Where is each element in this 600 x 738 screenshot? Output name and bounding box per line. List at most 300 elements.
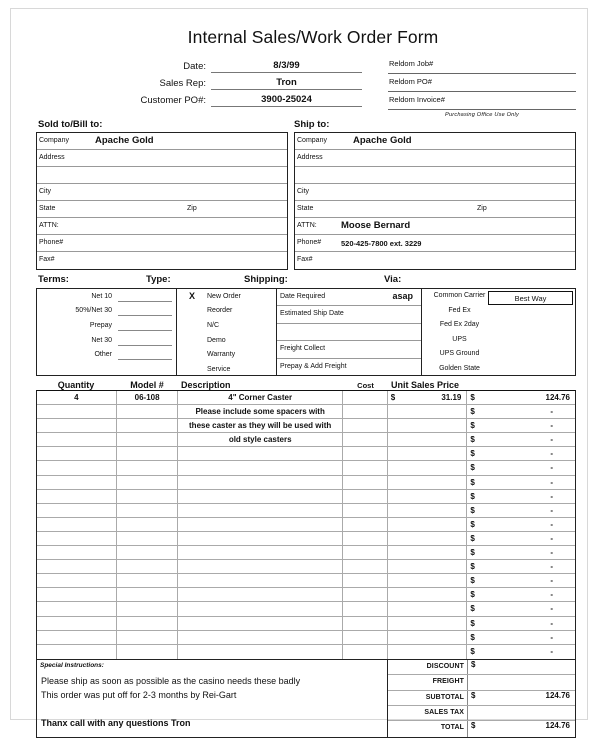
address-row[interactable] [37,252,287,269]
address-row[interactable] [295,133,575,150]
totals-row [388,691,575,706]
currency-symbol: $ [470,421,475,431]
shipping-row-label: Prepay & Add Freight [280,362,347,370]
cell-model [117,631,179,644]
address-row-value: Apache Gold [353,135,412,146]
address-row-label: City [39,188,52,195]
special-instructions-line-1: Please ship as soon as possible as the casino needs these badly [41,675,301,686]
cell-extended-price [467,476,575,489]
cell-model: 06-108 [117,391,179,404]
extended-price-value: - [550,491,553,501]
cell-model [117,602,179,615]
cell-model [117,419,179,432]
cell-cost [343,476,388,489]
type-option[interactable] [177,347,276,362]
type-option-label: Warranty [207,351,236,359]
cell-extended-price [467,447,575,460]
table-row[interactable] [37,602,575,616]
header-right-field[interactable]: Reldom Invoice# [388,92,576,110]
address-row[interactable] [295,235,575,252]
cell-unit-price [388,461,468,474]
address-row[interactable] [37,167,287,184]
type-option-label: Reorder [207,307,233,315]
cell-cost [343,447,388,460]
table-row[interactable] [37,645,575,659]
header-field-value[interactable]: 8/3/99 [211,59,362,73]
best-way-box[interactable]: Best Way [488,291,573,305]
cell-quantity [37,419,117,432]
via-column [422,289,575,375]
cell-description: Please include some spacers with [178,405,342,418]
type-option[interactable] [177,333,276,348]
totals-row-label: SUBTOTAL [388,691,468,705]
table-row[interactable] [37,518,575,532]
terms-option-line[interactable] [118,291,172,302]
totals-row-value[interactable] [468,675,575,689]
cell-unit-price [388,490,468,503]
zip-label: Zip [187,205,197,212]
shipping-row[interactable] [277,306,421,323]
cell-description: old style casters [178,433,342,446]
header-field-label: Sales Rep: [159,78,206,89]
terms-option-line[interactable] [118,320,172,331]
cell-unit-price [388,405,468,418]
cell-extended-price [467,574,575,587]
currency-symbol: $ [470,463,475,473]
cell-description [178,518,342,531]
totals-amount: 124.76 [545,721,570,731]
form-page [10,8,588,732]
cell-extended-price [467,405,575,418]
totals-amount: 124.76 [545,690,570,700]
via-option[interactable]: Common Carrier [433,292,486,299]
address-row[interactable] [295,201,575,218]
shipping-row-label: Estimated Ship Date [280,310,344,318]
currency-symbol: $ [470,590,475,600]
cell-unit-price [388,419,468,432]
address-row-label: Phone# [39,239,64,246]
cell-unit-price [388,447,468,460]
via-option[interactable]: Fed Ex 2day [439,321,480,329]
shipping-row-label: Freight Collect [280,345,326,353]
cell-quantity [37,504,117,517]
currency-symbol: $ [470,393,475,402]
cell-cost [343,645,388,659]
special-instructions-line-3: Thanx call with any questions Tron [41,717,191,728]
terms-option[interactable] [37,318,176,333]
cell-quantity [37,645,117,659]
shipping-row[interactable] [277,324,421,341]
cell-description [178,461,342,474]
cell-quantity [37,631,117,644]
cell-description: 4" Corner Caster [178,391,342,404]
cell-quantity [37,490,117,503]
via-option[interactable]: UPS [452,335,467,343]
cell-quantity [37,546,117,559]
col-header-description: Description [181,380,231,390]
extended-price-value: - [550,632,553,642]
cell-cost [343,532,388,545]
cell-description: these caster as they will be used with [178,419,342,432]
cell-model [117,532,179,545]
cell-description [178,645,342,659]
currency-symbol: $ [470,646,475,656]
ship-to-box [294,132,576,270]
table-row[interactable] [37,532,575,546]
cell-cost [343,504,388,517]
totals-row [388,675,575,690]
cell-extended-price [467,504,575,517]
cell-unit-price [388,588,468,601]
currency-symbol: $ [470,435,475,445]
address-row[interactable] [37,201,287,218]
address-row-label: Fax# [39,256,55,263]
type-column [177,289,277,375]
table-row[interactable] [37,504,575,518]
address-row-label: State [297,205,314,212]
cell-extended-price [467,433,575,446]
address-blocks [36,132,576,270]
terms-option[interactable] [37,289,176,304]
address-row[interactable] [37,184,287,201]
currency-symbol: $ [470,533,475,543]
cell-unit-price [388,532,468,545]
header-field-value[interactable]: 3900-25024 [211,93,362,107]
shipping-row-value: asap [392,291,413,301]
address-row[interactable] [295,167,575,184]
ship-to-title: Ship to: [294,119,330,130]
cell-description [178,617,342,630]
cell-quantity [37,433,117,446]
col-header-quantity: Quantity [57,380,95,390]
address-row-label: Phone# [297,239,322,246]
items-table-header [36,376,576,390]
terms-option[interactable] [37,333,176,348]
cell-model [117,433,179,446]
cell-quantity [37,617,117,630]
table-row[interactable] [37,391,575,405]
header-fields [36,56,576,118]
cell-description [178,574,342,587]
cell-model [117,490,179,503]
shipping-row-label: Date Required [280,293,326,300]
address-row[interactable] [37,218,287,235]
cell-quantity: 4 [37,391,117,404]
table-row[interactable] [37,588,575,602]
col-header-unit-price: Unit Sales Price [391,380,460,390]
address-row-label: Address [297,154,323,161]
table-row[interactable] [37,405,575,419]
extended-price-value: - [550,519,553,529]
cell-description [178,546,342,559]
terms-option-line[interactable] [118,335,172,346]
terms-option-label: Other [94,351,112,359]
zip-label: Zip [477,205,487,212]
cell-model [117,645,179,659]
totals-row-value[interactable] [468,691,575,705]
cell-extended-price [467,391,575,404]
extended-price-value: 124.76 [545,393,570,402]
cell-unit-price [388,476,468,489]
cell-model [117,461,179,474]
address-row[interactable] [37,133,287,150]
terms-option-line[interactable] [118,305,172,316]
cell-unit-price [388,391,468,404]
terms-option-label: Prepay [89,321,112,329]
cell-description [178,504,342,517]
terms-option-label: 50%/Net 30 [75,307,112,315]
type-option[interactable] [177,304,276,319]
extended-price-value: - [550,449,553,459]
cell-cost [343,419,388,432]
currency-symbol: $ [470,604,475,614]
type-option-label: Service [207,365,231,373]
table-row[interactable] [37,447,575,461]
table-row[interactable] [37,560,575,574]
currency-symbol: $ [470,491,475,501]
cell-model [117,560,179,573]
currency-symbol: $ [471,659,476,669]
currency-symbol: $ [470,576,475,586]
cell-quantity [37,518,117,531]
cell-unit-price [388,504,468,517]
header-right-field[interactable]: Reldom Job# [388,56,576,74]
address-row[interactable] [295,150,575,167]
totals-row-value[interactable] [468,721,575,736]
cell-cost [343,617,388,630]
bottom-section [36,660,576,738]
table-row[interactable] [37,574,575,588]
extended-price-value: - [550,576,553,586]
cell-unit-price [388,631,468,644]
cell-cost [343,560,388,573]
cell-model [117,574,179,587]
currency-symbol: $ [470,548,475,558]
header-right-field[interactable]: Reldom PO# [388,74,576,92]
address-row[interactable] [295,252,575,269]
currency-symbol: $ [470,407,475,417]
cell-extended-price [467,419,575,432]
type-option[interactable] [177,289,276,304]
special-instructions-box[interactable] [36,660,388,738]
cell-unit-price [388,574,468,587]
cell-cost [343,405,388,418]
address-row-label: City [297,188,310,195]
cell-unit-price [388,433,468,446]
terms-column [37,289,177,375]
currency-symbol: $ [470,562,475,572]
table-row[interactable] [37,631,575,645]
cell-extended-price [467,560,575,573]
header-field-value[interactable]: Tron [211,76,362,90]
cell-extended-price [467,490,575,503]
cell-model [117,476,179,489]
header-right-fields [388,56,576,118]
table-row[interactable] [37,461,575,475]
totals-row-value[interactable] [468,706,575,720]
cell-description [178,476,342,489]
extended-price-value: - [550,477,553,487]
extended-price-value: - [550,646,553,656]
table-row[interactable] [37,490,575,504]
cell-cost [343,602,388,615]
special-instructions-title: Special Instructions: [40,661,104,669]
cell-quantity [37,476,117,489]
extended-price-value: - [550,505,553,515]
shipping-row[interactable] [277,289,421,306]
terms-section-titles [36,274,576,288]
address-row-value: Apache Gold [95,135,154,146]
type-option-label: N/C [207,321,220,329]
cell-description [178,532,342,545]
currency-symbol: $ [471,690,476,700]
header-field-row [122,73,362,90]
via-option[interactable]: Golden State [439,364,480,372]
cell-extended-price [467,645,575,659]
header-field-label: Customer PO#: [140,95,206,106]
special-instructions-line-2: This order was put off for 2-3 months by Rei-Gart [41,689,237,700]
type-option[interactable] [177,362,276,377]
totals-row-label: SALES TAX [388,706,468,720]
address-row-value: 520-425-7800 ext. 3229 [341,239,422,248]
cell-cost [343,574,388,587]
cell-extended-price [467,631,575,644]
cell-quantity [37,405,117,418]
cell-cost [343,546,388,559]
address-row-label: ATTN: [297,222,317,229]
cell-cost [343,461,388,474]
cell-extended-price [467,546,575,559]
currency-symbol: $ [470,449,475,459]
currency-symbol: $ [470,632,475,642]
table-row[interactable] [37,476,575,490]
terms-option-line[interactable] [118,349,172,360]
cell-quantity [37,588,117,601]
via-option[interactable]: UPS Ground [439,350,480,358]
cell-model [117,405,179,418]
purchasing-office-note: Purchasing Office Use Only [445,112,519,118]
cell-extended-price [467,588,575,601]
address-row-label: Address [39,154,65,161]
extended-price-value: - [550,604,553,614]
cell-model [117,617,179,630]
terms-option[interactable] [37,347,176,362]
cell-unit-price [388,560,468,573]
type-option-label: Demo [207,336,226,344]
cell-unit-price [388,645,468,659]
cell-description [178,588,342,601]
type-option-mark: X [188,291,195,302]
shipping-row[interactable] [277,359,421,376]
extended-price-value: - [550,533,553,543]
cell-extended-price [467,617,575,630]
address-row-label: Company [39,137,69,144]
totals-row-value[interactable] [468,660,575,674]
form-sheet [36,19,576,732]
col-header-cost: Cost [357,381,374,390]
cell-quantity [37,532,117,545]
shipping-column [277,289,422,375]
totals-row-label: FREIGHT [388,675,468,689]
cell-cost [343,433,388,446]
address-titles [36,119,576,132]
address-row-label: Fax# [297,256,313,263]
cell-description [178,490,342,503]
address-row-label: ATTN: [39,222,59,229]
extended-price-value: - [550,407,553,417]
cell-model [117,447,179,460]
type-option[interactable] [177,318,276,333]
table-row[interactable] [37,433,575,447]
table-row[interactable] [37,419,575,433]
cell-cost [343,490,388,503]
totals-box [388,660,576,738]
cell-quantity [37,447,117,460]
cell-cost [343,588,388,601]
cell-description [178,602,342,615]
extended-price-value: - [550,435,553,445]
currency-symbol: $ [470,618,475,628]
extended-price-value: - [550,562,553,572]
table-row[interactable] [37,617,575,631]
cell-quantity [37,560,117,573]
header-field-row [122,90,362,107]
address-row[interactable] [37,235,287,252]
cell-cost [343,391,388,404]
currency-symbol: $ [470,505,475,515]
cell-model [117,546,179,559]
address-row[interactable] [295,218,575,235]
totals-row [388,721,575,736]
cell-model [117,504,179,517]
currency-symbol: $ [471,721,476,731]
type-option-label: New Order [207,292,241,300]
terms-option-label: Net 30 [91,336,112,344]
totals-row-label: DISCOUNT [388,660,468,674]
type-title: Type: [146,274,171,285]
extended-price-value: - [550,618,553,628]
cell-extended-price [467,461,575,474]
unit-price-value: 31.19 [441,393,462,402]
address-row-label: Company [297,137,327,144]
via-option[interactable]: Fed Ex [448,306,471,314]
cell-unit-price [388,617,468,630]
cell-unit-price [388,602,468,615]
extended-price-value: - [550,590,553,600]
items-table-body [36,390,576,660]
terms-option[interactable] [37,304,176,319]
cell-quantity [37,602,117,615]
shipping-row[interactable] [277,341,421,358]
address-row[interactable] [295,184,575,201]
cell-extended-price [467,532,575,545]
header-field-row [122,56,362,73]
terms-option-label: Net 10 [91,292,112,300]
totals-row [388,706,575,721]
cell-model [117,518,179,531]
totals-row [388,660,575,675]
table-row[interactable] [37,546,575,560]
header-field-label: Date: [183,61,206,72]
currency-symbol: $ [470,477,475,487]
shipping-title: Shipping: [244,274,288,285]
extended-price-value: - [550,463,553,473]
cell-description [178,447,342,460]
sold-to-title: Sold to/Bill to: [38,119,103,130]
address-row[interactable] [37,150,287,167]
totals-row-label: TOTAL [388,721,468,736]
cell-extended-price [467,518,575,531]
